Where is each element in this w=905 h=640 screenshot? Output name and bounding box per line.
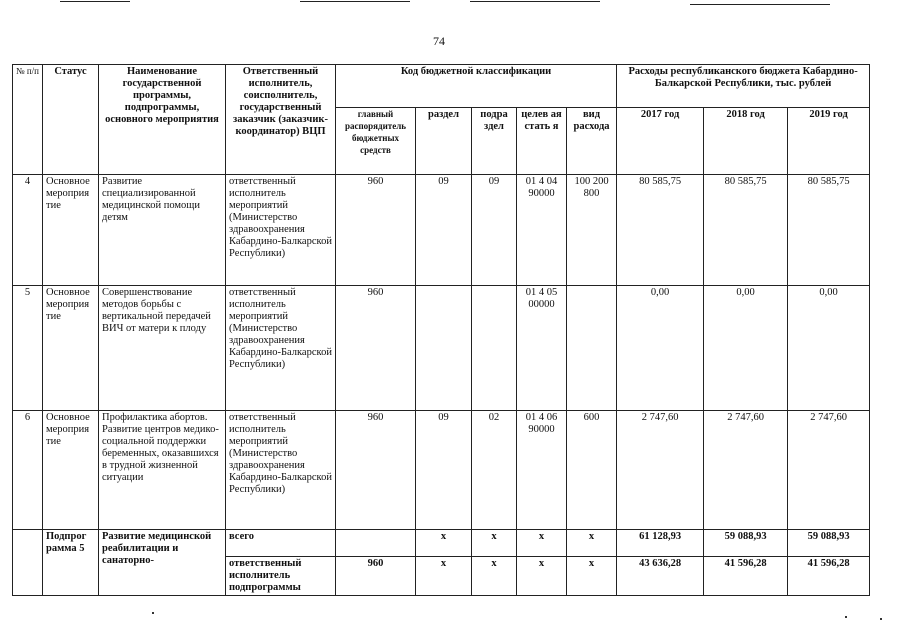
row-status: Основное мероприя тие [43, 286, 99, 411]
header-target: целев ая стать я [517, 108, 567, 175]
table-row [13, 286, 870, 411]
subprogram-expense-type: х [567, 557, 617, 596]
row-num: 5 [13, 286, 43, 411]
row-2017: 0,00 [617, 286, 704, 411]
row-target: 01 4 05 00000 [517, 286, 567, 411]
subprogram-2019: 41 596,28 [788, 557, 870, 596]
header-subsection: подра здел [472, 108, 517, 175]
row-responsible: ответственный исполнитель мероприятий (Министерство здравоохранения Кабардино-Балкарской Республики) [226, 175, 336, 286]
page-number: 74 [433, 34, 445, 48]
row-target: 01 4 06 90000 [517, 411, 567, 530]
row-2018: 2 747,60 [704, 411, 788, 530]
budget-table [12, 64, 870, 596]
scan-artifact-line [470, 1, 600, 2]
row-num: 6 [13, 411, 43, 530]
row-main-distributor: 960 [336, 411, 416, 530]
row-name: Профилактика абортов. Развитие центров медико-социальной поддержки беременных, оказавшихся в трудной жизненной ситуации [99, 411, 226, 530]
row-2019: 2 747,60 [788, 411, 870, 530]
header-num: № п/п [13, 65, 43, 175]
subprogram-main-distributor: 960 [336, 557, 416, 596]
table-row [13, 175, 870, 286]
scan-artifact-line [690, 4, 830, 5]
subprogram-2017: 61 128,93 [617, 530, 704, 557]
row-main-distributor: 960 [336, 286, 416, 411]
subprogram-responsible: всего [226, 530, 336, 557]
row-2017: 2 747,60 [617, 411, 704, 530]
subprogram-subsection: х [472, 530, 517, 557]
subprogram-row-total [13, 530, 870, 557]
header-year-2018: 2018 год [704, 108, 788, 175]
row-responsible: ответственный исполнитель мероприятий (Министерство здравоохранения Кабардино-Балкарской Республики) [226, 411, 336, 530]
header-name: Наименование государственной программы, подпрограммы, основного мероприятия [99, 65, 226, 175]
header-main-distributor: главный распорядитель бюджетных средств [336, 108, 416, 175]
row-main-distributor: 960 [336, 175, 416, 286]
row-section: 09 [416, 175, 472, 286]
row-expense-type: 600 [567, 411, 617, 530]
subprogram-subsection: х [472, 557, 517, 596]
subprogram-section: х [416, 530, 472, 557]
row-section [416, 286, 472, 411]
subprogram-status: Подпрог рамма 5 [43, 530, 99, 596]
header-year-2019: 2019 год [788, 108, 870, 175]
subprogram-2019: 59 088,93 [788, 530, 870, 557]
row-subsection: 02 [472, 411, 517, 530]
row-2019: 0,00 [788, 286, 870, 411]
row-responsible: ответственный исполнитель мероприятий (Министерство здравоохранения Кабардино-Балкарской Республики) [226, 286, 336, 411]
header-code-group: Код бюджетной классификации [336, 65, 617, 108]
header-responsible: Ответственный исполнитель, соисполнитель, государственный заказчик (заказчик-координатор) ВЦП [226, 65, 336, 175]
subprogram-2017: 43 636,28 [617, 557, 704, 596]
scan-artifact-dot [880, 618, 882, 620]
subprogram-name: Развитие медицинской реабилитации и санаторно- [99, 530, 226, 596]
row-num: 4 [13, 175, 43, 286]
row-2017: 80 585,75 [617, 175, 704, 286]
row-target: 01 4 04 90000 [517, 175, 567, 286]
row-subsection [472, 286, 517, 411]
scan-artifact-line [60, 1, 130, 2]
subprogram-responsible: ответственный исполнитель подпрограммы [226, 557, 336, 596]
scan-artifact-dot [152, 612, 154, 614]
subprogram-expense-type: х [567, 530, 617, 557]
row-subsection: 09 [472, 175, 517, 286]
subprogram-target: х [517, 557, 567, 596]
row-name: Развитие специализированной медицинской помощи детям [99, 175, 226, 286]
scan-artifact-dot [845, 616, 847, 618]
subprogram-2018: 41 596,28 [704, 557, 788, 596]
row-section: 09 [416, 411, 472, 530]
row-expense-type: 100 200 800 [567, 175, 617, 286]
row-2018: 80 585,75 [704, 175, 788, 286]
row-2018: 0,00 [704, 286, 788, 411]
subprogram-section: х [416, 557, 472, 596]
row-name: Совершенствование методов борьбы с вертикальной передачей ВИЧ от матери к плоду [99, 286, 226, 411]
row-expense-type [567, 286, 617, 411]
subprogram-2018: 59 088,93 [704, 530, 788, 557]
row-2019: 80 585,75 [788, 175, 870, 286]
subprogram-target: х [517, 530, 567, 557]
subprogram-num [13, 530, 43, 596]
header-row [13, 65, 870, 108]
scan-artifact-line [300, 1, 410, 2]
row-status: Основное мероприя тие [43, 411, 99, 530]
row-status: Основное мероприя тие [43, 175, 99, 286]
subprogram-main-distributor [336, 530, 416, 557]
header-status: Статус [43, 65, 99, 175]
header-section: раздел [416, 108, 472, 175]
header-expenses-group: Расходы республиканского бюджета Кабардино-Балкарской Республики, тыс. рублей [617, 65, 870, 108]
header-expense-type: вид расхода [567, 108, 617, 175]
table-row [13, 411, 870, 530]
header-year-2017: 2017 год [617, 108, 704, 175]
